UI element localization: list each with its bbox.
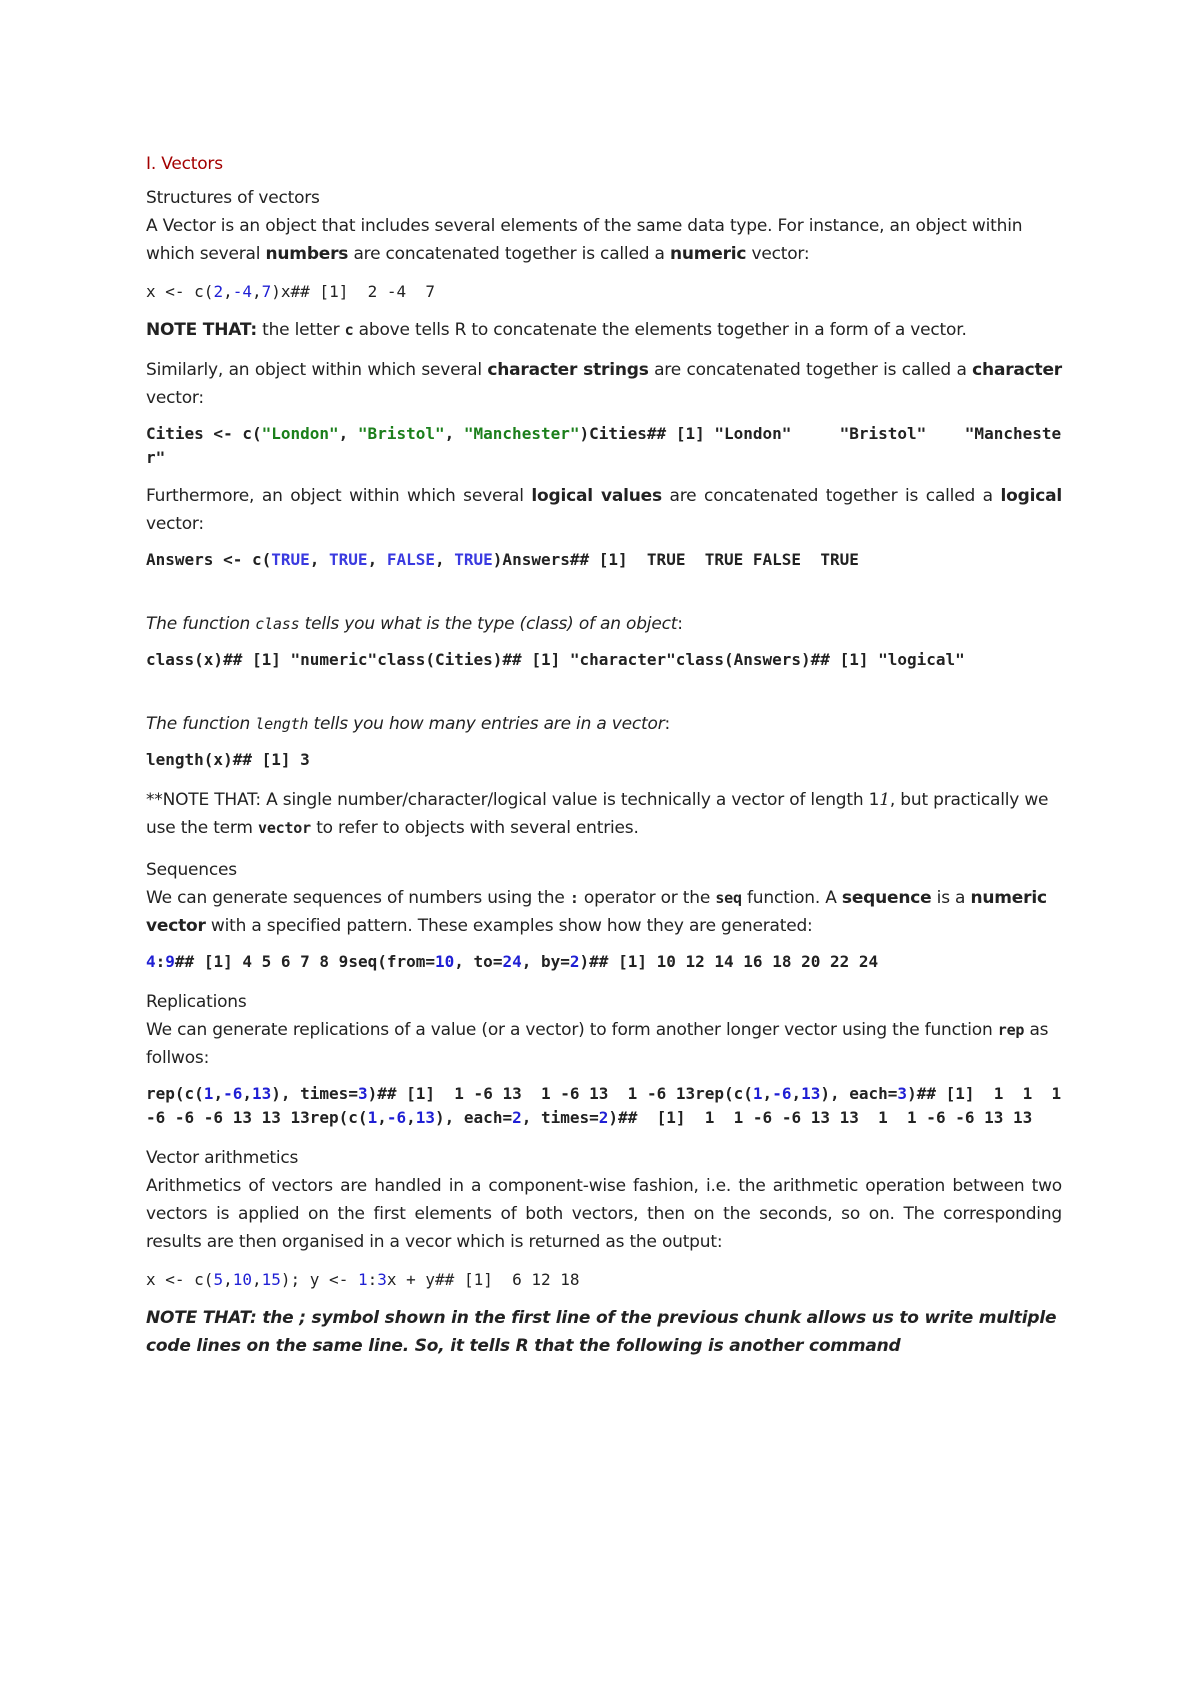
note-semicolon: NOTE THAT: the ; symbol shown in the first line of the previous chunk allows us to write multiple code lines on the same line. So, it tells R that the following is another command [146, 1308, 1057, 1356]
code-run: x + y## [1] 6 12 18 [386, 1270, 580, 1289]
note-concatenate [146, 316, 1062, 344]
code-run: )## [1] 1 1 1 -6 -6 -6 13 13 13rep(c( [146, 1084, 1071, 1127]
text-run: **NOTE THAT: A single number/character/logical value is technically a vector of length 1 [146, 790, 880, 810]
code-run: , [223, 282, 233, 301]
inline-code: rep [997, 1021, 1025, 1039]
code-run: , [338, 424, 358, 443]
code-run: )Cities## [1] "London" "Bristol" "Manchester" [146, 424, 1062, 467]
code-run: , [223, 1270, 233, 1289]
text-run: are concatenated together is called a [661, 486, 1001, 506]
code-keyword: TRUE [454, 550, 493, 569]
bold-run: logical values [531, 486, 662, 506]
code-run: , [791, 1084, 802, 1103]
code-number: 2 [512, 1108, 522, 1127]
inline-code: : [569, 889, 579, 907]
note-label: NOTE THAT: [146, 320, 257, 340]
code-number: 1 [752, 1084, 763, 1103]
code-run: rep(c( [146, 1084, 204, 1103]
code-run: , [435, 550, 455, 569]
inline-code: length [255, 715, 309, 733]
paragraph-arithmetics: Arithmetics of vectors are handled in a component-wise fashion, i.e. the arithmetic operation between two vectors is applied on the first elements of both vectors, then on the seconds, so on. The corresponding results are then organised in a vecor which is returned as the output: [146, 1176, 1062, 1252]
code-number: 3 [357, 1084, 368, 1103]
code-number: 24 [502, 952, 522, 971]
code-run: , to= [454, 952, 503, 971]
code-run: , [251, 1270, 262, 1289]
code-string: "Bristol" [357, 424, 445, 443]
code-run: x <- c( [146, 282, 214, 301]
paragraph-character-vector [146, 356, 1062, 412]
code-run: Answers <- c( [146, 550, 272, 569]
inline-code: vector [257, 819, 311, 837]
text-run: function. A [741, 888, 842, 908]
subheading-arithmetics: Vector arithmetics [146, 1148, 299, 1168]
code-block-length: length(x)## [1] 3 [146, 750, 310, 769]
text-run: is a [931, 888, 971, 908]
text-run: tells you how many entries are in a vector [308, 714, 665, 734]
code-number: 13 [415, 1108, 436, 1127]
code-run: ## [1] 4 5 6 7 8 9seq(from= [174, 952, 436, 971]
text-run: : [664, 714, 671, 734]
code-number: 4 [146, 952, 156, 971]
code-run: )## [1] 10 12 14 16 18 20 22 24 [579, 952, 879, 971]
code-keyword: TRUE [271, 550, 310, 569]
text-run: the letter [256, 320, 345, 340]
code-number: -6 [772, 1084, 792, 1103]
inline-code: c [344, 321, 354, 339]
code-run: , [309, 550, 330, 569]
code-run: , [377, 1108, 387, 1127]
code-run: , [444, 424, 464, 443]
code-number: 10 [435, 952, 455, 971]
code-number: 15 [261, 1270, 281, 1289]
text-run: The function [146, 714, 256, 734]
code-run: , [213, 1084, 224, 1103]
code-number: 2 [213, 282, 224, 301]
subheading-sequences: Sequences [146, 860, 237, 880]
text-run: are concatenated together is called a [648, 360, 973, 380]
code-number: 3 [897, 1084, 908, 1103]
code-number: 2 [569, 952, 580, 971]
code-block-logical [146, 548, 1062, 572]
code-keyword: TRUE [329, 550, 368, 569]
code-number: -6 [386, 1108, 407, 1127]
paragraph-vector-intro [146, 212, 1062, 268]
inline-code: class [255, 615, 300, 633]
code-number: 13 [801, 1084, 821, 1103]
paragraph-replications [146, 1016, 1062, 1072]
code-run: )## [1] 1 1 -6 -6 13 13 1 1 -6 -6 13 13 [608, 1108, 1033, 1127]
code-number: 1 [357, 1270, 368, 1289]
code-keyword: FALSE [386, 550, 435, 569]
paragraph-class-function [146, 610, 1062, 638]
code-run: , [762, 1084, 773, 1103]
text-run: , but practically we use the term [146, 790, 1049, 838]
code-number: 7 [261, 282, 272, 301]
code-block-sequences [146, 950, 1062, 974]
text-run: above tells R to concatenate the elements together in a form of a vector. [353, 320, 967, 340]
bold-run: logical [1000, 486, 1062, 506]
text-run: We can generate sequences of numbers using the [146, 888, 570, 908]
section-title: I. Vectors [146, 154, 223, 174]
code-run: , [251, 282, 262, 301]
bold-run: character [972, 360, 1062, 380]
code-run: ), each= [435, 1108, 513, 1127]
code-block-character [146, 422, 1062, 470]
bold-run: numeric [669, 244, 747, 264]
note-single-value [146, 786, 1062, 842]
code-number: 1 [367, 1108, 378, 1127]
paragraph-logical-vector [146, 482, 1062, 538]
code-number: 3 [377, 1270, 387, 1289]
code-string: "London" [261, 424, 339, 443]
bold-run: sequence [841, 888, 932, 908]
code-run: : [367, 1270, 378, 1289]
text-run: vector: [146, 514, 204, 534]
code-string: "Manchester" [463, 424, 580, 443]
code-run: : [155, 952, 166, 971]
code-run: )x## [1] 2 -4 7 [271, 282, 436, 301]
text-run: to refer to objects with several entries. [310, 818, 639, 838]
text-run: We can generate replications of a value (or a vector) to form another longer vector using the function [146, 1020, 998, 1040]
text-run: as follwos: [146, 1020, 1049, 1068]
code-number: 10 [232, 1270, 252, 1289]
code-number: 9 [165, 952, 175, 971]
text-run: A Vector is an object that includes several elements of the same data type. For instance, an object within which several [146, 216, 1023, 264]
inline-code: seq [715, 889, 742, 907]
code-number: 13 [251, 1084, 272, 1103]
code-block-class: class(x)## [1] "numeric"class(Cities)## [1] "character"class(Answers)## [1] "logical" [146, 650, 965, 669]
code-run: )Answers## [1] TRUE TRUE FALSE TRUE [492, 550, 859, 569]
code-block-arithmetics [146, 1268, 1062, 1292]
text-run: : [677, 614, 683, 634]
text-run: vector: [746, 244, 810, 264]
code-block-replications [146, 1082, 1071, 1130]
text-run: Furthermore, an object within which several [146, 486, 532, 506]
paragraph-length-function [146, 710, 1062, 738]
text-run: with a specified pattern. These examples show how they are generated: [205, 916, 813, 936]
code-run: , [406, 1108, 416, 1127]
code-number: 2 [598, 1108, 609, 1127]
text-run: The function [146, 614, 256, 634]
paragraph-sequences [146, 884, 1062, 940]
bold-run: character strings [487, 360, 649, 380]
code-run: , [367, 550, 387, 569]
code-run: , by= [521, 952, 570, 971]
code-number: -4 [232, 282, 252, 301]
subheading-structures: Structures of vectors [146, 188, 320, 208]
code-number: 1 [203, 1084, 214, 1103]
text-run: tells you what is the type (class) of an object [299, 614, 678, 634]
code-run: ); y <- [280, 1270, 358, 1289]
math-run: 1 [879, 790, 890, 810]
code-run: , times= [521, 1108, 599, 1127]
document-content [146, 150, 1071, 1360]
text-run: vector: [146, 388, 204, 408]
text-run: operator or the [578, 888, 716, 908]
code-run: )## [1] 1 -6 13 1 -6 13 1 -6 13rep(c( [367, 1084, 753, 1103]
code-number: -6 [223, 1084, 243, 1103]
bold-run: numeric vector [146, 888, 1047, 936]
code-number: 5 [213, 1270, 224, 1289]
code-block-numeric [146, 280, 1062, 304]
text-run: are concatenated together is called a [348, 244, 670, 264]
bold-run: numbers [265, 244, 349, 264]
text-run: Similarly, an object within which several [146, 360, 488, 380]
code-run: x <- c( [146, 1270, 214, 1289]
subheading-replications: Replications [146, 992, 247, 1012]
code-run: , [242, 1084, 252, 1103]
code-run: ), times= [271, 1084, 358, 1103]
code-run: ), each= [820, 1084, 898, 1103]
code-run: Cities <- c( [146, 424, 262, 443]
